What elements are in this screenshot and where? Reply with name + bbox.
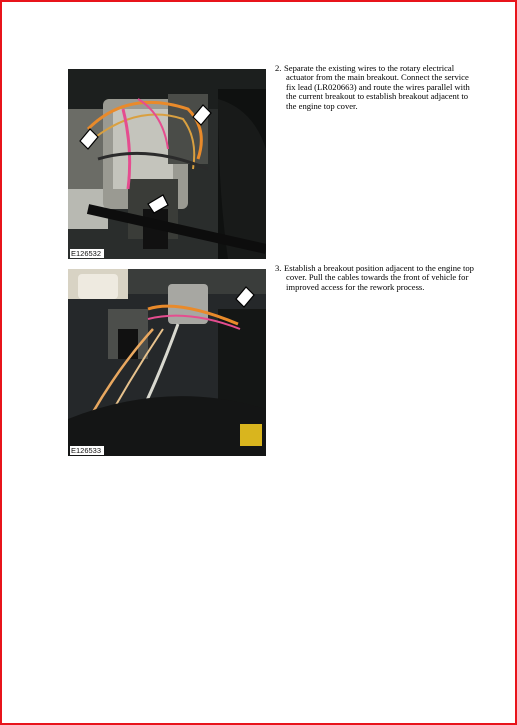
step-2 bbox=[275, 64, 475, 111]
step-text: Separate the existing wires to the rotary electrical actuator from the main breakout. Connect the service fix lead (LR020663) and route the wires parallel with the current breakout to establish breakout adjacent to the engine top cover. bbox=[284, 63, 470, 111]
figure-label: E126532 bbox=[70, 249, 104, 258]
step-3 bbox=[275, 264, 475, 292]
figure-label: E126533 bbox=[70, 446, 104, 455]
step-number: 3. bbox=[275, 263, 282, 273]
engine-bay-photo-1 bbox=[68, 69, 266, 259]
step-number: 2. bbox=[275, 63, 282, 73]
step-text: Establish a breakout position adjacent to the engine top cover. Pull the cables towards the front of vehicle for improved access for the rework process. bbox=[284, 263, 474, 292]
engine-bay-photo-2 bbox=[68, 269, 266, 456]
